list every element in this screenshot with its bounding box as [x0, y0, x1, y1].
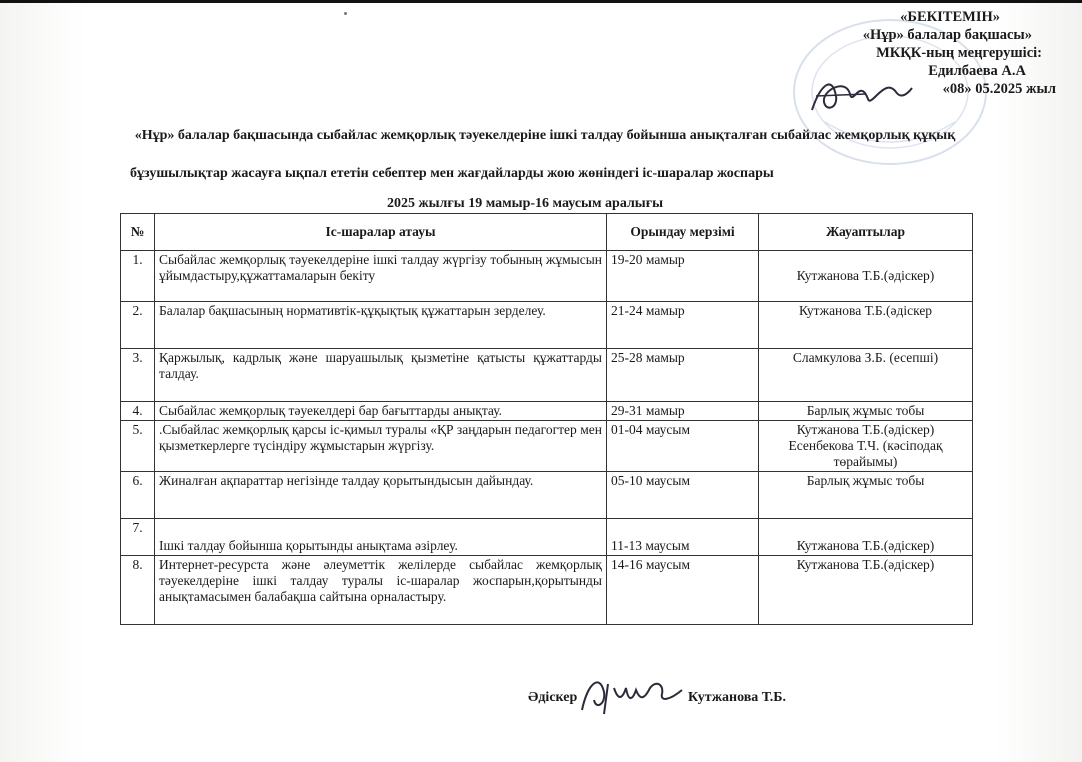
approval-position: МКҚК-ның меңгерушісі: — [876, 45, 1042, 61]
row-num: 6. — [121, 472, 155, 519]
row-term: 01-04 маусым — [607, 421, 759, 472]
plan-period: 2025 жылғы 19 мамыр-16 маусым аралығы — [386, 196, 664, 211]
table-header-row — [121, 214, 973, 251]
row-activity: Ішкі талдау бойынша қорытынды анықтама әзірлеу. — [155, 519, 607, 556]
row-term: 21-24 мамыр — [607, 302, 759, 349]
table-row — [121, 421, 973, 472]
row-activity: Жиналған ақпараттар негізінде талдау қорытындысын дайындау. — [155, 472, 607, 519]
action-plan-table — [120, 213, 973, 625]
document-title — [50, 126, 1040, 184]
row-responsible: Кутжанова Т.Б.(әдіскер — [759, 302, 973, 349]
header-num: № — [121, 214, 155, 251]
row-responsible: Кутжанова Т.Б.(әдіскер) — [759, 251, 973, 302]
row-responsible: Сламкулова З.Б. (есепші) — [759, 349, 973, 402]
row-num: 3. — [121, 349, 155, 402]
table-row — [121, 349, 973, 402]
row-activity: Қаржылық, кадрлық және шаруашылық қызметіне қатысты құжаттарды талдау. — [155, 349, 607, 402]
row-responsible: Кутжанова Т.Б.(әдіскер) — [759, 556, 973, 625]
row-term: 29-31 мамыр — [607, 402, 759, 421]
header-responsible: Жауаптылар — [759, 214, 973, 251]
signer-role: Әдіскер — [528, 690, 578, 705]
title-line-1: «Нұр» балалар бақшасында сыбайлас жемқорлық тәуекелдеріне ішкі талдау бойынша анықталған сыбайлас жемқорлық құқық — [134, 128, 956, 143]
row-term: 11-13 маусым — [607, 519, 759, 556]
row-term: 14-16 маусым — [607, 556, 759, 625]
scan-speck — [344, 12, 347, 15]
table-row — [121, 302, 973, 349]
row-responsible: Кутжанова Т.Б.(әдіскер) Есенбекова Т.Ч. (кәсіподақ төрайымы) — [759, 421, 973, 472]
methodist-signature-icon — [578, 670, 688, 718]
header-activity: Іс-шаралар атауы — [155, 214, 607, 251]
approval-head-name: Едилбаева А.А — [928, 63, 1026, 79]
row-num: 8. — [121, 556, 155, 625]
scan-edge — [0, 0, 1082, 3]
row-responsible: Барлық жұмыс тобы — [759, 472, 973, 519]
approval-organization: «Нұр» балалар бақшасы» — [862, 27, 1032, 43]
row-num: 1. — [121, 251, 155, 302]
row-num: 5. — [121, 421, 155, 472]
row-term: 19-20 мамыр — [607, 251, 759, 302]
header-term: Орындау мерзімі — [607, 214, 759, 251]
head-signature-icon — [806, 66, 916, 120]
table-row — [121, 402, 973, 421]
row-activity: Сыбайлас жемқорлық тәуекелдеріне ішкі талдау жүргізу тобының жұмысын ұйымдастыру,құжаттамаларын бекіту — [155, 251, 607, 302]
approval-heading: «БЕКІТЕМІН» — [900, 9, 1000, 25]
row-activity: Балалар бақшасының нормативтік-құқықтық құжаттарын зерделеу. — [155, 302, 607, 349]
row-activity: Сыбайлас жемқорлық тәуекелдері бар бағыттарды анықтау. — [155, 402, 607, 421]
row-activity: Интернет-ресурста және әлеуметтік желілерде сыбайлас жемқорлық тәуекелдеріне ішкі талдау туралы іс-шаралар жоспарын,қорытынды анықтамасымен балабақша сайтына орналастыру. — [155, 556, 607, 625]
approval-date: «08» 05.2025 жыл — [942, 81, 1056, 97]
row-responsible: Кутжанова Т.Б.(әдіскер) — [759, 519, 973, 556]
table-row — [121, 251, 973, 302]
row-num: 4. — [121, 402, 155, 421]
row-term: 25-28 мамыр — [607, 349, 759, 402]
table-row — [121, 472, 973, 519]
title-line-2: бұзушылықтар жасауға ықпал ететін себептер мен жағдайларды жою жөніндегі іс-шаралар жоспары — [130, 166, 774, 181]
table-row — [121, 519, 973, 556]
row-responsible: Барлық жұмыс тобы — [759, 402, 973, 421]
row-num: 2. — [121, 302, 155, 349]
row-num: 7. — [121, 519, 155, 556]
row-activity: .Сыбайлас жемқорлық қарсы іс-қимыл туралы «ҚР заңдарын педагогтер мен қызметкерлерге түсіндіру жұмыстарын жүргізу. — [155, 421, 607, 472]
table-row — [121, 556, 973, 625]
row-term: 05-10 маусым — [607, 472, 759, 519]
signer-name: Кутжанова Т.Б. — [688, 690, 786, 705]
